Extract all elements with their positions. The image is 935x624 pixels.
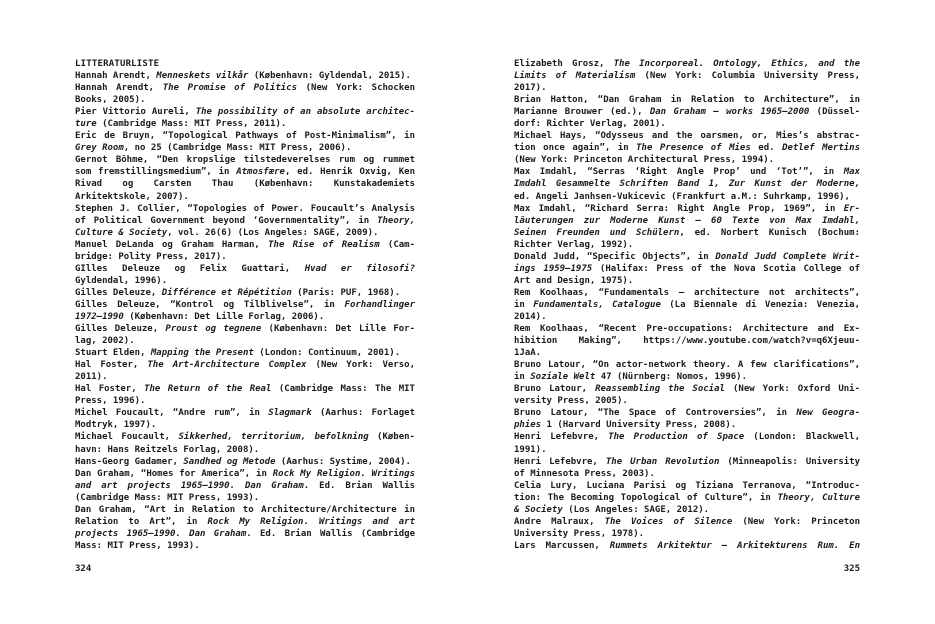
reference-line: Max Imdahl, “Richard Serra: Right Angle Prop, 1969”, in Er- [514,203,860,214]
reference-line: Celia Lury, Luciana Parisi og Tiziana Terranova, “Introduc- [514,480,860,491]
left-page [75,58,415,552]
reference-line: versity Press, 2005). [514,396,628,407]
reference-line: ed. Angeli Janhsen-Vukicevic (Frankfurt a.M.: Suhrkamp, 1996), [514,191,850,202]
reference-line: Bruno Latour, Reassembling the Social (New York: Oxford Uni- [514,384,860,395]
reference-line: Limits of Materialism (New York: Columbia University Press, [514,71,860,82]
reference-line: (New York: Princeton Architectural Press, 1994). [514,155,775,166]
page-number-left: 324 [75,564,92,574]
reference-line: Pier Vittorio Aureli, The possibility of an absolute architec- [75,107,415,118]
reference-line: Grey Room, no 25 (Cambridge Mass: MIT Press, 2006). [75,143,352,154]
reference-line: Imdahl Gesammelte Schriften Band 1, Zur Kunst der Moderne, [514,179,860,190]
reference-line: tion once again”, in The Presence of Mies ed. Detlef Mertins [514,143,860,154]
reference-line: Michel Foucault, “Andre rum”, in Slagmark (Aarhus: Forlaget [75,408,415,419]
reference-line: Books, 2005). [75,95,146,106]
reference-line: Rivad og Carsten Thau (København: Kunstakademiets [75,179,415,190]
reference-line: ings 1959–1975 (Halifax: Press of the Nova Scotia College of [514,263,860,274]
reference-line: Modtryk, 1997). [75,420,157,431]
reference-line: Henri Lefebvre, The Urban Revolution (Minneapolis: University [514,456,860,467]
reference-line: & Society (Los Angeles: SAGE, 2012). [514,504,710,515]
reference-line: som fremstillingsmedium”, in Atmosfære, ed. Henrik Oxvig, Ken [75,167,415,178]
reference-line: Seinen Freunden und Schülern, ed. Norbert Kunisch (Bochum: [514,227,860,238]
reference-line: Stuart Elden, Mapping the Present (London: Continuum, 2001). [75,348,401,359]
reference-line: Gernot Böhme, “Den kropslige tilstedeverelses rum og rummet [75,155,415,166]
reference-line: 1972–1990 (København: Det Lille Forlag, 2006). [75,311,325,322]
page-number-right: 325 [843,564,860,574]
reference-line: Art and Design, 1975). [514,275,634,286]
reference-line: Hal Foster, The Return of the Real (Cambridge Mass: The MIT [75,384,415,395]
reference-line: tion: The Becoming Topological of Culture”, in Theory, Culture [514,492,860,503]
reference-line: läuterungen zur Moderne Kunst — 60 Texte von Max Imdahl, [514,215,860,226]
reference-line: in Soziale Welt 47 (Nürnberg: Nomos, 1996). [514,372,748,383]
reference-line: of Political Government beyond ‘Governmentality”, in Theory, [75,215,415,226]
reference-line: of Minnesota Press, 2003). [514,468,655,479]
reference-line: (Cambridge Mass: MIT Press, 1993). [75,492,260,503]
reference-line: Mass: MIT Press, 1993). [75,540,200,551]
reference-line: Marianne Brouwer (ed.), Dan Graham — works 1965–2000 (Düssel- [514,107,860,118]
reference-line: Bruno Latour, “On actor-network theory. A few clarifications”, [514,360,860,371]
reference-line: Culture & Society, vol. 26(6) (Los Angeles: SAGE, 2009). [75,227,379,238]
reference-line: Andre Malraux, The Voices of Silence (New York: Princeton [514,516,860,527]
reference-line: 2014). [514,311,547,322]
reference-line: Relation to Art”, in Rock My Religion. Writings and art [75,516,415,527]
reference-line: Dan Graham, “Homes for America”, in Rock My Religion. Writings [75,468,415,479]
bibliography-title: LITTERATURLISTE [75,59,160,69]
reference-line: Richter Verlag, 1992). [514,239,634,250]
reference-line: lag, 2002). [75,336,135,347]
reference-line: ture (Cambridge Mass: MIT Press, 2011). [75,119,287,130]
reference-line: Manuel DeLanda og Graham Harman, The Rise of Realism (Cam- [75,239,415,250]
reference-line: Hannah Arendt, Menneskets vilkår (København: Gyldendal, 2015). [75,71,411,82]
reference-line: GIlles Deleuze og Felix Guattari, Hvad er filosofi? [75,263,415,274]
left-page-lines [75,70,415,552]
reference-line: Eric de Bruyn, “Topological Pathways of Post-Minimalism”, in [75,131,415,142]
reference-line: Henri Lefebvre, The Production of Space (London: Blackwell, [514,432,860,443]
reference-line: Dan Graham, “Art in Relation to Architecture/Architecture in [75,504,415,515]
reference-line: Lars Marcussen, Rummets Arkitektur — Arkitekturens Rum. En [514,540,860,551]
reference-line: Hal Foster, The Art-Architecture Complex (New York: Verso, [75,360,415,371]
reference-line: in Fundamentals, Catalogue (La Biennale di Venezia: Venezia, [514,299,860,310]
reference-line: projects 1965–1990. Dan Graham. Ed. Brian Wallis (Cambridge [75,528,415,539]
reference-line: 1991). [514,444,547,455]
reference-line: havn: Hans Reitzels Forlag, 2008). [75,444,260,455]
reference-line: Gilles Deleuze, Proust og tegnene (København: Det Lille For- [75,324,415,335]
reference-line: Gyldendal, 1996). [75,275,168,286]
reference-line: Donald Judd, “Specific Objects”, in Donald Judd Complete Writ- [514,251,860,262]
reference-line: Hans-Georg Gadamer, Sandhed og Metode (Aarhus: Systime, 2004). [75,456,411,467]
reference-line: Hannah Arendt, The Promise of Politics (New York: Schocken [75,83,415,94]
reference-line: 2011). [75,372,108,383]
reference-line: 2017). [514,83,547,94]
reference-line: hibition Making”, https://www.youtube.com/watch?v=q6Xjeuu- [514,336,860,347]
reference-line: 1JaA. [514,348,542,359]
reference-line: Rem Koolhaas, “Fundamentals — architecture not architects”, [514,287,860,298]
reference-line: phies 1 (Harvard University Press, 2008). [514,420,737,431]
right-page-lines [514,58,860,552]
reference-line: bridge: Polity Press, 2017). [75,251,227,262]
reference-line: Brian Hatton, “Dan Graham in Relation to Architecture”, in [514,95,860,106]
right-page [514,58,860,552]
reference-line: Elizabeth Grosz, The Incorporeal. Ontology, Ethics, and the [514,59,860,69]
reference-line: and art projects 1965–1990. Dan Graham. Ed. Brian Wallis [75,480,415,491]
reference-line: Bruno Latour, “The Space of Controversies”, in New Geogra- [514,408,860,419]
reference-line: Stephen J. Collier, “Topologies of Power. Foucault’s Analysis [75,203,415,214]
reference-line: Arkitektskole, 2007). [75,191,189,202]
reference-line: Max Imdahl, “Serras ‘Right Angle Prop’ und ‘Tot’”, in Max [514,167,860,178]
reference-line: Gilles Deleuze, Différence et Répétition (Paris: PUF, 1968). [75,287,401,298]
reference-line: University Press, 1978). [514,528,645,539]
reference-line: Rem Koolhaas, “Recent Pre-occupations: Architecture and Ex- [514,324,860,335]
reference-line: dorf: Richter Verlag, 2001). [514,119,666,130]
reference-line: Michael Hays, “Odysseus and the oarsmen, or, Mies’s abstrac- [514,131,860,142]
reference-line: Michael Foucault, Sikkerhed, territorium, befolkning (Køben- [75,432,415,443]
reference-line: Press, 1996). [75,396,146,407]
reference-line: Gilles Deleuze, “Kontrol og Tilblivelse”, in Forhandlinger [75,299,415,310]
